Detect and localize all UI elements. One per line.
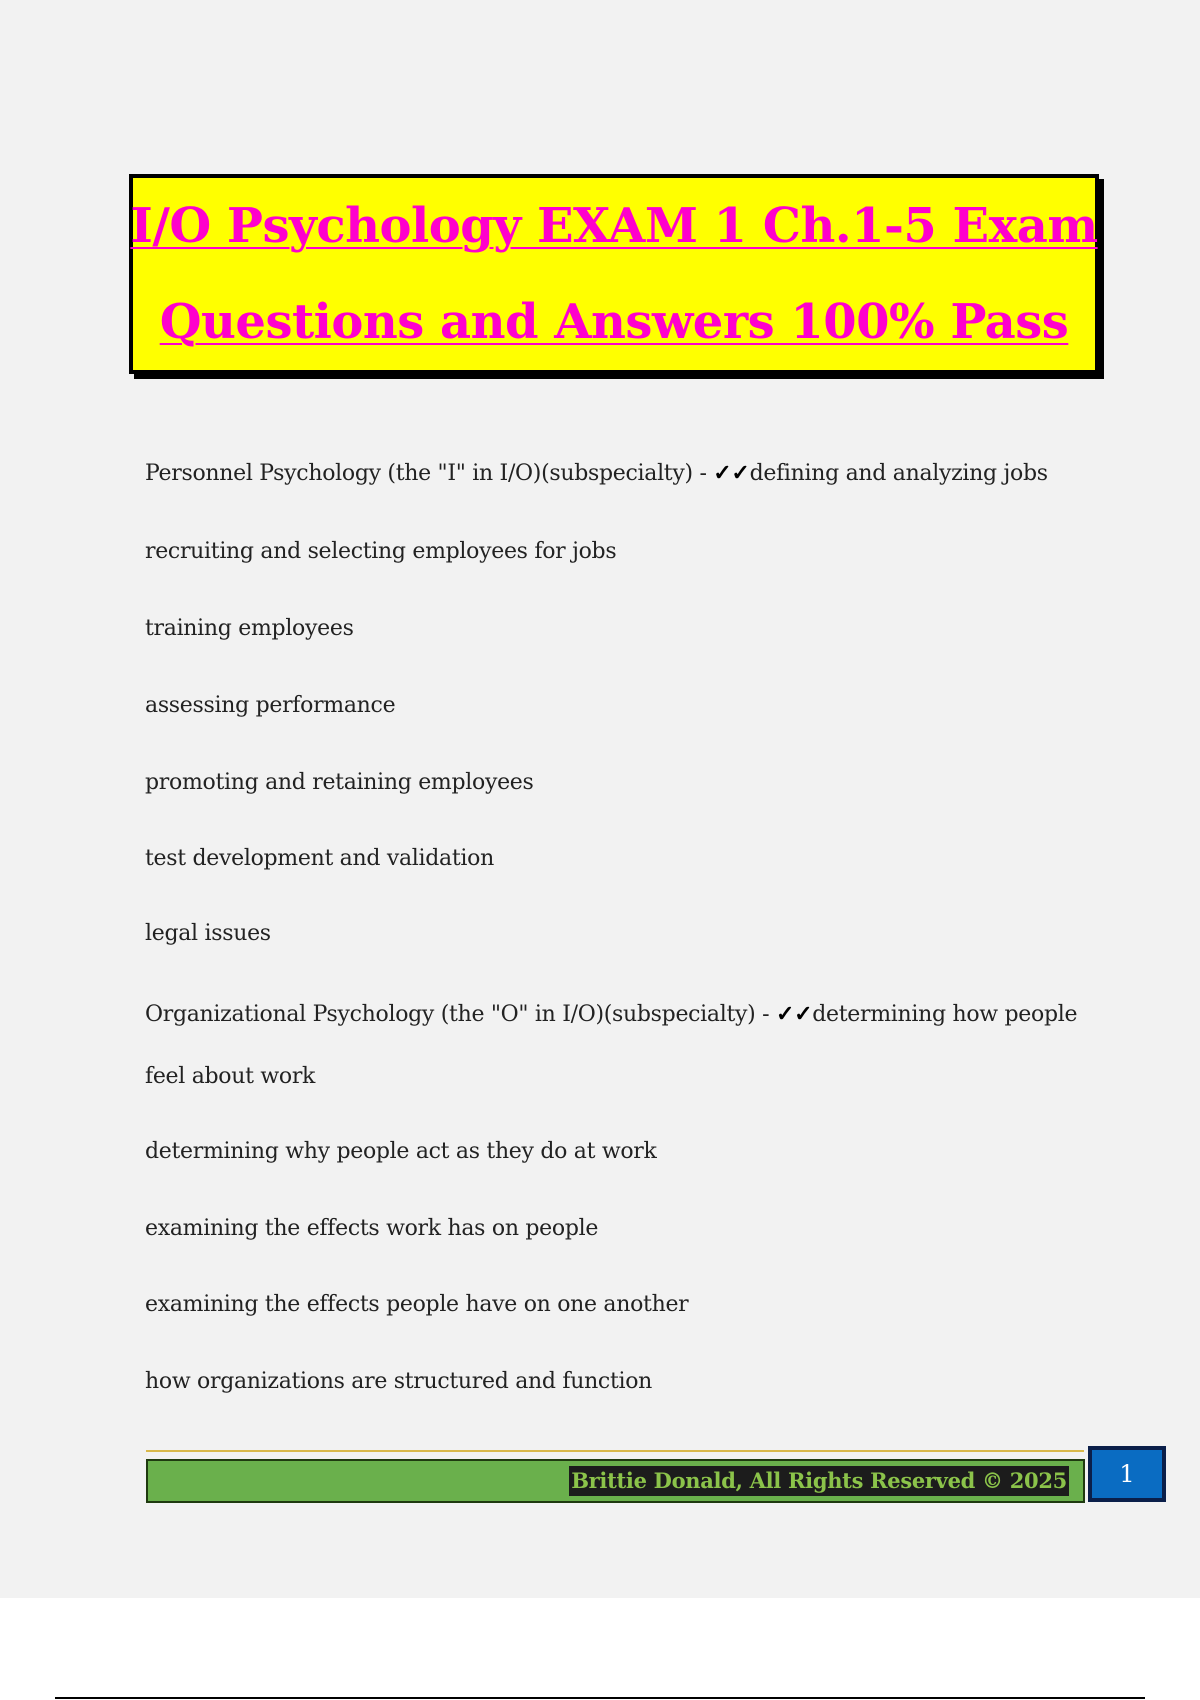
copyright-text: Brittie Donald, All Rights Reserved © 2025	[569, 1466, 1069, 1496]
check-icon: ✓✓	[713, 460, 750, 486]
paragraph-line: recruiting and selecting employees for jobs	[145, 539, 617, 564]
paragraph-personnel-psychology	[145, 460, 1048, 486]
check-icon: ✓✓	[775, 1001, 813, 1027]
paragraph-line: promoting and retaining employees	[145, 770, 534, 795]
paragraph-line: legal issues	[145, 921, 271, 946]
term-text: Organizational Psychology (the "O" in I/O)(subspecialty) -	[145, 1002, 776, 1027]
paragraph-line: training employees	[145, 616, 354, 641]
definition-text: defining and analyzing jobs	[749, 461, 1048, 486]
title-line-2: Questions and Answers 100% Pass	[159, 294, 1069, 350]
footer-bar	[146, 1459, 1085, 1503]
paragraph-line: examining the effects work has on people	[145, 1216, 599, 1241]
page-separator	[55, 1697, 1145, 1699]
definition-text: determining how people	[812, 1002, 1078, 1027]
paragraph-line: examining the effects people have on one another	[145, 1292, 689, 1317]
footer-divider	[146, 1450, 1084, 1452]
term-text: Personnel Psychology (the "I" in I/O)(subspecialty) -	[145, 461, 714, 486]
paragraph-line: how organizations are structured and function	[145, 1369, 653, 1394]
paragraph-organizational-psychology	[145, 1001, 1077, 1027]
page-number: 1	[1088, 1446, 1166, 1502]
paragraph-line: assessing performance	[145, 693, 396, 718]
title-banner	[129, 174, 1099, 374]
paragraph-line: test development and validation	[145, 846, 494, 871]
paragraph-line: feel about work	[145, 1064, 316, 1089]
title-line-1: I/O Psychology EXAM 1 Ch.1-5 Exam	[130, 198, 1098, 254]
paragraph-line: determining why people act as they do at work	[145, 1139, 657, 1164]
